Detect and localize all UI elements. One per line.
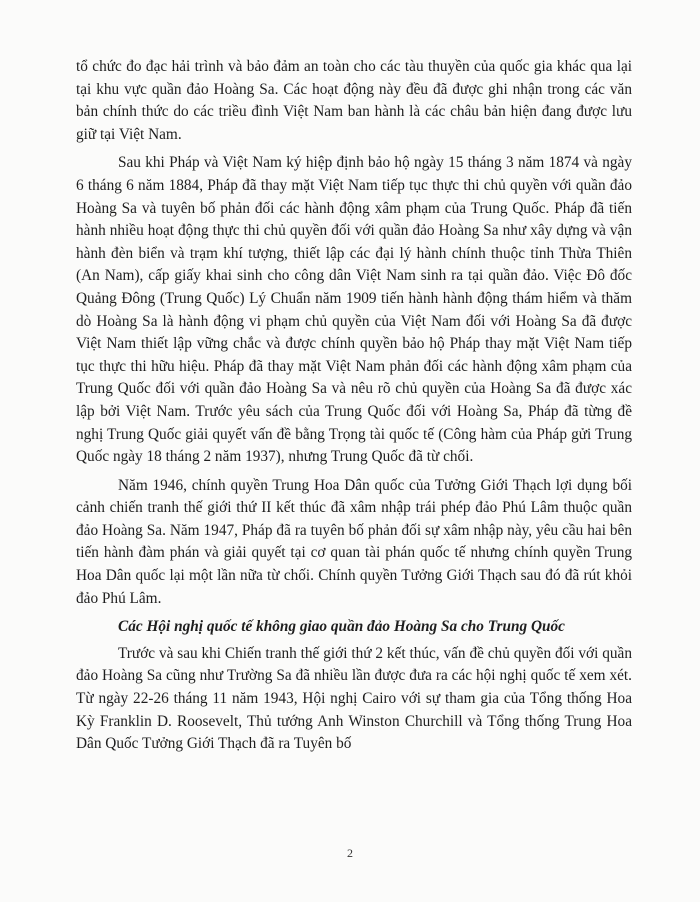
paragraph-1946-intrusion: Năm 1946, chính quyền Trung Hoa Dân quốc của Tưởng Giới Thạch lợi dụng bối cảnh chiến tranh thế giới thứ II kết thúc đã xâm nhập trái phép đảo Phú Lâm thuộc quần đảo Hoàng Sa. Năm 1947, Pháp đã ra tuyên bố phản đối sự xâm nhập này, yêu cầu hai bên tiến hành đàm phán và giải quyết tại cơ quan tài phán quốc tế nhưng chính quyền Trung Hoa Dân quốc lại một lần nữa từ chối. Chính quyền Tưởng Giới Thạch sau đó đã rút khỏi đảo Phú Lâm. xyxy=(76,476,632,607)
paragraph-continuation: tổ chức đo đạc hải trình và bảo đảm an toàn cho các tàu thuyền của quốc gia khác qua lại tại khu vực quần đảo Hoàng Sa. Các hoạt động này đều đã được ghi nhận trong các văn bản chính thức do các triều đình Việt Nam ban hành là các châu bản hiện đang được lưu giữ tại Việt Nam. xyxy=(76,58,632,143)
paragraph-international-conferences: Trước và sau khi Chiến tranh thế giới thứ 2 kết thúc, vấn đề chủ quyền đối với quần đảo Hoàng Sa cũng như Trường Sa đã nhiều lần được đưa ra các hội nghị quốc tế xem xét. Từ ngày 22-26 tháng 11 năm 1943, Hội nghị Cairo với sự tham gia của Tổng thống Hoa Kỳ Franklin D. Roosevelt, Thủ tướng Anh Winston Churchill và Tổng thống Trung Hoa Dân Quốc Tưởng Giới Thạch đã ra Tuyên bố xyxy=(76,644,632,753)
paragraph-french-protectorate: Sau khi Pháp và Việt Nam ký hiệp định bảo hộ ngày 15 tháng 3 năm 1874 và ngày 6 tháng 6 năm 1884, Pháp đã thay mặt Việt Nam tiếp tục thực thi chủ quyền với quần đảo Hoàng Sa và tuyên bố phản đối các hành động xâm phạm của Trung Quốc. Pháp đã tiến hành nhiều hoạt động thực thi chủ quyền đối với quần đảo Hoàng Sa như xây dựng và vận hành đèn biển và trạm khí tượng, thiết lập các đại lý hành chính thuộc tỉnh Thừa Thiên (An Nam), cấp giấy khai sinh cho công dân Việt Nam sinh ra tại quần đảo. Việc Đô đốc Quảng Đông (Trung Quốc) Lý Chuẩn năm 1909 tiến hành hành động thám hiểm và thăm dò Hoàng Sa là hành động vi phạm chủ quyền của Việt Nam đối với Hoàng Sa đã được Việt Nam thiết lập vững chắc và được chính quyền bảo hộ Pháp thay mặt Việt Nam tiếp tục thực thi hữu hiệu. Pháp đã thay mặt Việt Nam phản đối các hành động xâm phạm của Trung Quốc đối với quần đảo Hoàng Sa và nêu rõ chủ quyền của Hoàng Sa đã được xác lập bởi Việt Nam. Trước yêu sách của Trung Quốc đối với Hoàng Sa, Pháp đã từng đề nghị Trung Quốc giải quyết vấn đề bằng Trọng tài quốc tế (Công hàm của Pháp gửi Trung Quốc ngày 18 tháng 2 năm 1937), nhưng Trung Quốc đã từ chối. xyxy=(76,154,632,466)
section-heading: Các Hội nghị quốc tế không giao quần đảo Hoàng Sa cho Trung Quốc xyxy=(118,618,565,636)
page-number: 2 xyxy=(347,846,353,860)
